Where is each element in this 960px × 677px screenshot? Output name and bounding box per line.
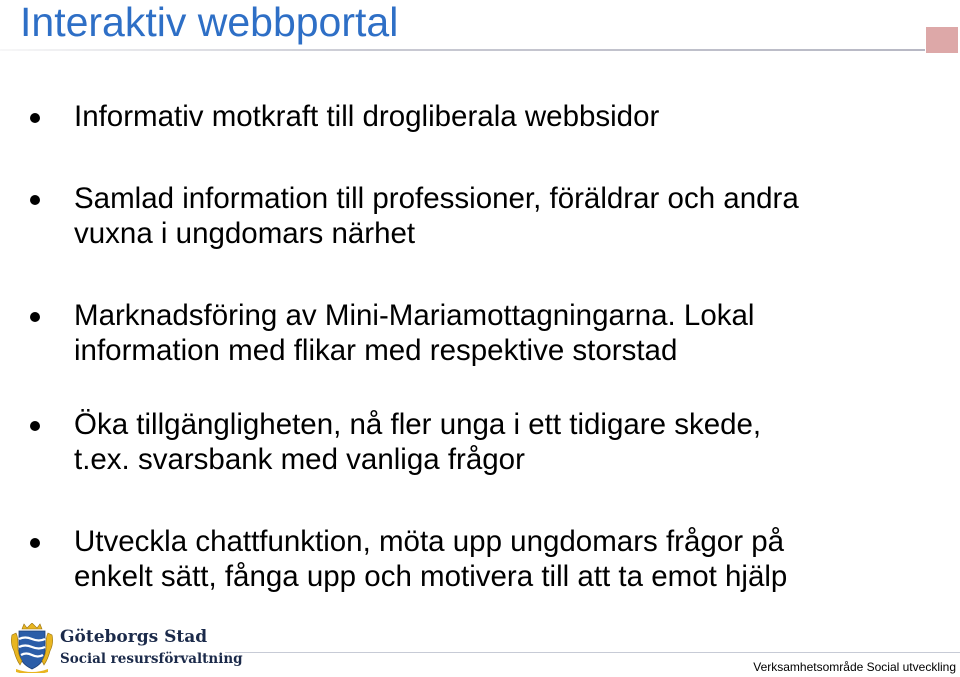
bullet-3-line-2: information med flikar med respektive storstad [74,334,678,367]
bullet-dot-icon [30,421,40,431]
goteborg-logo [10,623,243,675]
bullet-1-line-1: Informativ motkraft till drogliberala webbsidor [74,100,660,133]
bullet-item-1 [74,99,954,134]
bullet-dot-icon [30,538,40,548]
footer-divider [225,652,960,653]
bullet-dot-icon [30,312,40,322]
goteborg-crest-icon [10,623,54,673]
bullet-item-4 [74,407,954,477]
bullet-5-line-1: Utveckla chattfunktion, möta upp ungdomars frågor på [74,525,785,558]
logo-department-name: Social resursförvaltning [60,651,243,667]
slide-title: Interaktiv webbportal [20,0,399,45]
bullet-2-line-2: vuxna i ungdomars närhet [74,217,416,250]
logo-organization-name: Göteborgs Stad [60,627,208,647]
bullet-dot-icon [30,113,40,123]
bullet-item-3 [74,298,954,368]
footer-department: Verksamhetsområde Social utveckling [753,660,956,674]
bullet-5-line-2: enkelt sätt, fånga upp och motivera till att ta emot hjälp [74,560,788,593]
bullet-item-5 [74,524,954,594]
bullet-3-line-1: Marknadsföring av Mini-Mariamottagningarna. Lokal [74,299,755,332]
bullet-4-line-1: Öka tillgängligheten, nå fler unga i ett tidigare skede, [74,408,762,441]
bullet-dot-icon [30,195,40,205]
bullet-2-line-1: Samlad information till professioner, föräldrar och andra [74,182,799,215]
bullet-item-2 [74,181,954,251]
bullet-4-line-2: t.ex. svarsbank med vanliga frågor [74,443,525,476]
